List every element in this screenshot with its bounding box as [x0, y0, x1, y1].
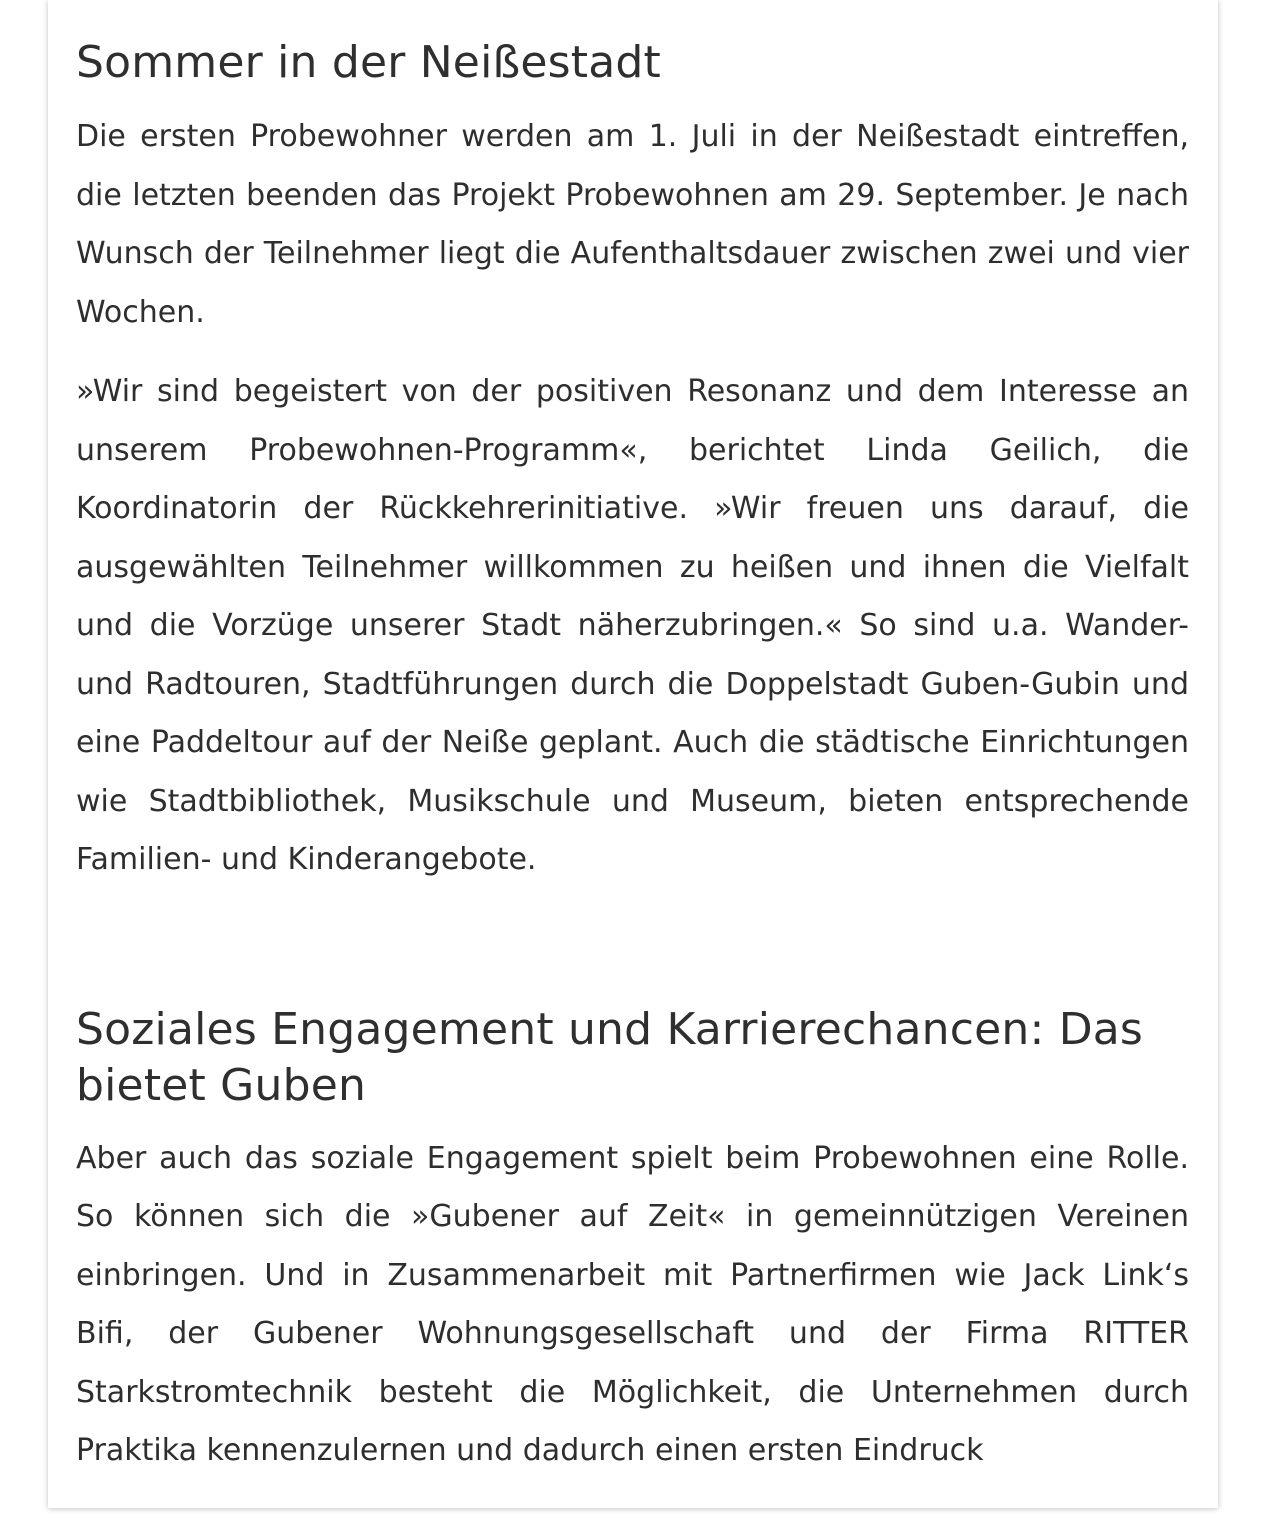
section-heading-sommer: Sommer in der Neißestadt [76, 37, 662, 88]
paragraph-soziales-engagement: Aber auch das soziale Engagement spielt beim Probewohnen eine Rolle. So können sich die »Gubener auf Zeit« in gemeinnützigen Vereinen einbringen. Und in Zusammenarbeit mit Partnerfirmen wie Jack Link‘s Bifi, der Gubener Wohnungsgesellschaft und der Firma RITTER Starkstromtechnik besteht die Möglichkeit, die Unternehmen durch Praktika kennenzulernen und dadurch einen ersten Eindruck [76, 1140, 1189, 1468]
article-content [76, 34, 1189, 1481]
paragraph-geilich-quote: »Wir sind begeistert von der positiven Resonanz und dem Interesse an unserem Probewohnen-Programm«, berichtet Linda Geilich, die Koordinatorin der Rückkehrerinitiative. »Wir freuen uns darauf, die ausgewählten Teilnehmer willkommen zu heißen und ihnen die Vielfalt und die Vorzüge unserer Stadt näherzubringen.« So sind u.a. Wander- und Radtouren, Stadtführungen durch die Doppelstadt Guben-Gubin und eine Paddeltour auf der Neiße geplant. Auch die städtische Einrichtungen wie Stadtbibliothek, Musikschule und Museum, bieten entsprechende Familien- und Kinderangebote. [76, 374, 1189, 877]
article-card [48, 0, 1218, 1508]
section-heading-engagement: Soziales Engagement und Karrierechancen: Das bietet Guben [76, 1003, 1144, 1111]
paragraph-probewohner-dates: Die ersten Probewohner werden am 1. Juli in der Neißestadt eintreffen, die letzten beenden das Projekt Probewohnen am 29. September. Je nach Wunsch der Teilnehmer liegt die Aufenthaltsdauer zwischen zwei und vier Wochen. [76, 119, 1189, 330]
